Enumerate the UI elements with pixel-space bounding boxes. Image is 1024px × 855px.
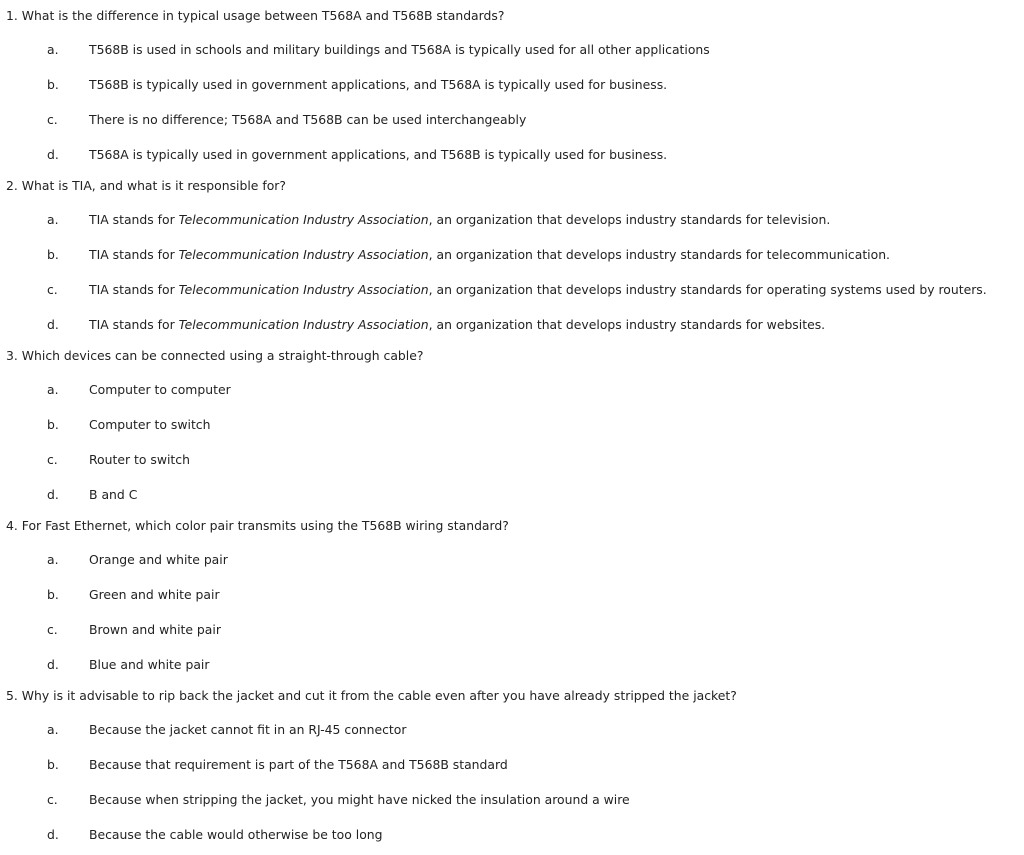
option-letter: d. [47, 487, 59, 502]
option-text: T568B is used in schools and military buildings and T568A is typically used for all other applications [89, 42, 710, 57]
option-text: There is no difference; T568A and T568B can be used interchangeably [89, 112, 527, 127]
option-text: Green and white pair [89, 587, 220, 602]
option-text [89, 247, 890, 263]
option-letter: a. [47, 212, 59, 227]
question-2 [6, 178, 286, 194]
option-letter: a. [47, 42, 59, 57]
question-prompt: What is TIA, and what is it responsible for? [21, 178, 286, 193]
option-text: Because that requirement is part of the T568A and T568B standard [89, 757, 508, 772]
option-text: Orange and white pair [89, 552, 228, 567]
option-text [89, 212, 830, 228]
option-text: T568A is typically used in government applications, and T568B is typically used for business. [89, 147, 668, 162]
option-italic-term: Telecommunication Industry Association [178, 212, 429, 227]
question-number: 4. [6, 518, 18, 533]
option-suffix: , an organization that develops industry standards for television. [428, 212, 831, 227]
option-text: Blue and white pair [89, 657, 210, 672]
question-prompt: For Fast Ethernet, which color pair transmits using the T568B wiring standard? [21, 518, 509, 533]
question-prompt: Which devices can be connected using a straight-through cable? [21, 348, 424, 363]
question-prompt: Why is it advisable to rip back the jacket and cut it from the cable even after you have already stripped the jacket? [21, 688, 737, 703]
option-italic-term: Telecommunication Industry Association [178, 282, 429, 297]
question-3 [6, 348, 423, 364]
question-number: 1. [6, 8, 18, 23]
option-text: Because the cable would otherwise be too long [89, 827, 383, 842]
question-prompt: What is the difference in typical usage between T568A and T568B standards? [21, 8, 505, 23]
question-number: 5. [6, 688, 18, 703]
option-suffix: , an organization that develops industry standards for telecommunication. [428, 247, 890, 262]
option-letter: c. [47, 792, 58, 807]
option-letter: c. [47, 452, 58, 467]
option-letter: c. [47, 112, 58, 127]
option-text: Computer to switch [89, 417, 211, 432]
option-letter: b. [47, 587, 59, 602]
option-suffix: , an organization that develops industry standards for operating systems used by routers. [428, 282, 987, 297]
option-letter: b. [47, 757, 59, 772]
option-text: B and C [89, 487, 138, 502]
option-italic-term: Telecommunication Industry Association [178, 317, 429, 332]
option-text: Router to switch [89, 452, 190, 467]
option-text [89, 282, 987, 298]
option-italic-term: Telecommunication Industry Association [178, 247, 429, 262]
option-letter: a. [47, 552, 59, 567]
option-letter: b. [47, 417, 59, 432]
option-letter: d. [47, 317, 59, 332]
option-suffix: , an organization that develops industry standards for websites. [428, 317, 826, 332]
option-letter: a. [47, 722, 59, 737]
question-5 [6, 688, 737, 704]
option-letter: b. [47, 77, 59, 92]
option-text: Because the jacket cannot fit in an RJ-45 connector [89, 722, 407, 737]
option-letter: a. [47, 382, 59, 397]
option-prefix: TIA stands for [89, 212, 179, 227]
option-letter: d. [47, 827, 59, 842]
option-text: T568B is typically used in government applications, and T568A is typically used for business. [89, 77, 668, 92]
option-text: Computer to computer [89, 382, 231, 397]
question-4 [6, 518, 509, 534]
option-letter: d. [47, 657, 59, 672]
option-prefix: TIA stands for [89, 247, 179, 262]
option-letter: b. [47, 247, 59, 262]
question-number: 3. [6, 348, 18, 363]
option-prefix: TIA stands for [89, 282, 179, 297]
option-letter: c. [47, 282, 58, 297]
option-letter: c. [47, 622, 58, 637]
option-text [89, 317, 825, 333]
question-1 [6, 8, 504, 24]
option-letter: d. [47, 147, 59, 162]
option-prefix: TIA stands for [89, 317, 179, 332]
question-number: 2. [6, 178, 18, 193]
option-text: Brown and white pair [89, 622, 221, 637]
option-text: Because when stripping the jacket, you might have nicked the insulation around a wire [89, 792, 630, 807]
